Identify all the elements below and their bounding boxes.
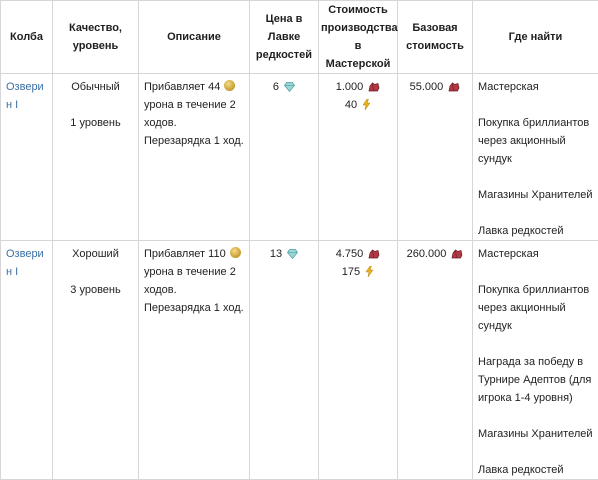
source-item: Покупка бриллиантов через акционный сундук: [478, 114, 593, 168]
workshop-cost-cell: [319, 74, 398, 241]
diamond-gem-icon: [284, 82, 295, 92]
table-row: [1, 74, 598, 241]
header-description: Описание: [139, 1, 250, 74]
ore-cost-value: 4.750: [336, 248, 364, 260]
source-item: Мастерская: [478, 78, 593, 96]
energy-cost-value: 175: [342, 266, 360, 278]
where-to-find-cell: [473, 241, 598, 480]
description-cell: Прибавляет 110 урона в течение 2 ходов. Перезарядка 1 ход.: [139, 241, 250, 480]
lightning-energy-icon: [362, 99, 371, 110]
base-cost-cell: [398, 241, 473, 480]
flask-name-cell[interactable]: [1, 74, 53, 241]
base-cost-value: 55.000: [410, 81, 444, 93]
header-base-cost: Базовая стоимость: [398, 1, 473, 74]
source-item: Лавка редкостей: [478, 461, 593, 479]
source-item: Магазины Хранителей: [478, 186, 593, 204]
quality-cell: [53, 74, 139, 241]
lightning-energy-icon: [365, 266, 374, 277]
description-cell: Прибавляет 44 урона в течение 2 ходов. Перезарядка 1 ход.: [139, 74, 250, 241]
header-quality: Качество, уровень: [53, 1, 139, 74]
source-item: Награда за победу в Турнире Адептов (для игрока 1-4 уровня): [478, 353, 593, 407]
workshop-cost-cell: [319, 241, 398, 480]
diamond-gem-icon: [287, 249, 298, 259]
gem-price-value: 6: [273, 81, 279, 93]
level-label: 1 уровень: [58, 114, 133, 132]
source-item: Магазины Хранителей: [478, 425, 593, 443]
gem-price-cell: [250, 74, 319, 241]
red-ore-icon: [368, 249, 380, 259]
header-price-rare-shop: Цена в Лавке редкостей: [250, 1, 319, 74]
source-item: Лавка редкостей: [478, 222, 593, 240]
ore-cost-value: 1.000: [336, 81, 364, 93]
gem-price-value: 13: [270, 248, 282, 260]
quality-label: Хороший: [58, 245, 133, 263]
flask-name-link[interactable]: Озверин I: [6, 81, 44, 111]
header-row: [1, 1, 598, 74]
where-to-find-cell: [473, 74, 598, 241]
header-where-to-find: Где найти: [473, 1, 598, 74]
header-flask: Колба: [1, 1, 53, 74]
source-item: Покупка бриллиантов через акционный сундук: [478, 281, 593, 335]
damage-coin-icon: [224, 80, 235, 91]
source-item: Мастерская: [478, 245, 593, 263]
base-cost-value: 260.000: [407, 248, 447, 260]
gem-price-cell: [250, 241, 319, 480]
energy-cost-value: 40: [345, 99, 357, 111]
base-cost-cell: [398, 74, 473, 241]
flask-name-cell[interactable]: [1, 241, 53, 480]
quality-cell: [53, 241, 139, 480]
red-ore-icon: [448, 82, 460, 92]
header-workshop-cost: Стоимость производства в Мастерской: [319, 1, 398, 74]
damage-coin-icon: [230, 247, 241, 258]
level-label: 3 уровень: [58, 281, 133, 299]
quality-label: Обычный: [58, 78, 133, 96]
table-row: [1, 241, 598, 480]
red-ore-icon: [451, 249, 463, 259]
flask-name-link[interactable]: Озверин I: [6, 248, 44, 278]
red-ore-icon: [368, 82, 380, 92]
